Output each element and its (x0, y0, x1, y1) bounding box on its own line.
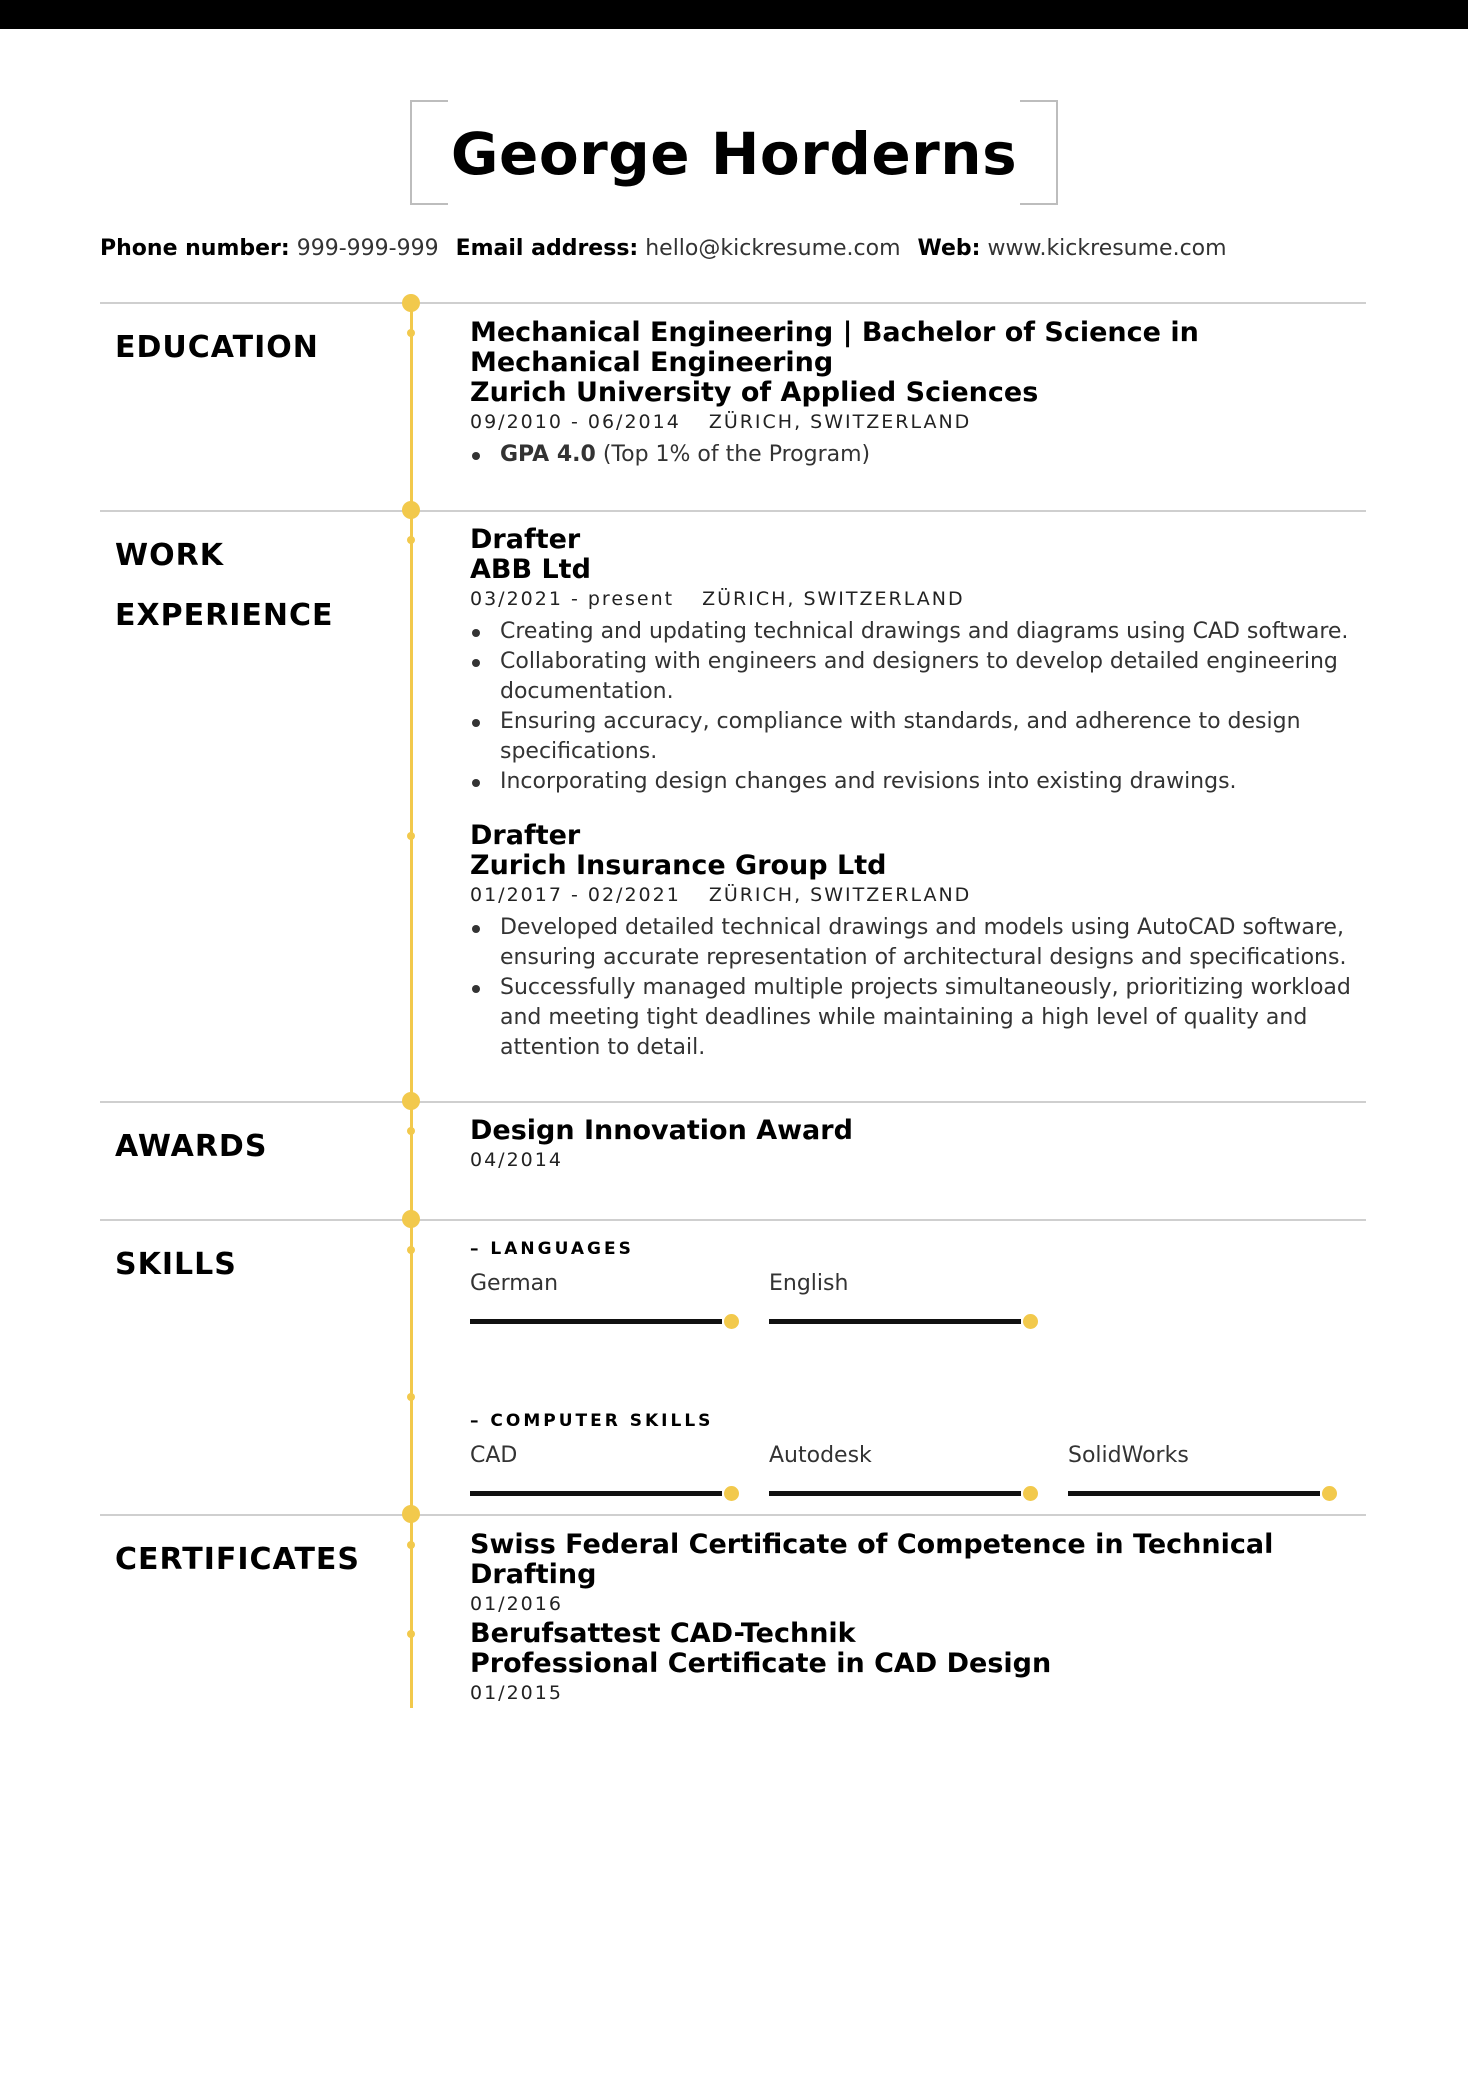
list-item: Collaborating with engineers and designers to develop detailed engineering documentation. (470, 647, 1370, 707)
job-meta (470, 881, 1370, 909)
degree-title: Mechanical Engineering | Bachelor of Science in Mechanical Engineering (470, 317, 1199, 378)
skills-title: SKILLS (115, 1247, 237, 1282)
list-item: Successfully managed multiple projects simultaneously, prioritizing workload and meeting tight deadlines while maintaining a high level of quality and attention to detail. (470, 973, 1370, 1063)
timeline-small-dot (407, 536, 415, 544)
list-item: Creating and updating technical drawings and diagrams using CAD software. (470, 617, 1370, 647)
education-dates: 09/2010 - 06/2014 (470, 411, 681, 433)
skills-block (470, 1237, 1370, 1533)
computer-skills-row (470, 1433, 1370, 1533)
job-role: Drafter (470, 820, 581, 851)
skill-bar (470, 1491, 722, 1496)
timeline-small-dot (407, 832, 415, 840)
list-item: Developed detailed technical drawings and models using AutoCAD software, ensuring accurate representation of architectural designs and specifications. (470, 913, 1370, 973)
work-title-line1: WORK (115, 538, 224, 573)
skill-bar (470, 1319, 722, 1324)
job-dates: 03/2021 - present (470, 588, 675, 610)
education-bullets (470, 440, 1370, 470)
list-item: Ensuring accuracy, compliance with standards, and adherence to design specifications. (470, 707, 1370, 767)
languages-heading: – LANGUAGES (470, 1239, 634, 1259)
job-role: Drafter (470, 524, 581, 555)
skill-german (470, 1269, 740, 1299)
skill-bar (769, 1491, 1021, 1496)
certificate-subtitle: Professional Certificate in CAD Design (470, 1648, 1052, 1679)
timeline-small-dot (407, 1127, 415, 1135)
education-title: EDUCATION (115, 330, 319, 365)
education-divider (100, 302, 1366, 304)
award-name: Design Innovation Award (470, 1115, 853, 1146)
certificate-entry (470, 1619, 1370, 1707)
timeline-small-dot (407, 1630, 415, 1638)
languages-row (470, 1261, 1370, 1361)
skill-label: English (769, 1271, 849, 1296)
job-entry (470, 525, 1370, 797)
certificate-name: Berufsattest CAD-Technik (470, 1618, 856, 1649)
job-dates: 01/2017 - 02/2021 (470, 884, 681, 906)
web-value: www.kickresume.com (987, 236, 1227, 261)
skill-level-knob (1023, 1486, 1038, 1501)
timeline-dot (402, 294, 420, 312)
contact-line (100, 236, 1380, 261)
education-location: ZÜRICH, SWITZERLAND (708, 411, 972, 433)
timeline-dot (402, 1505, 420, 1523)
job-bullets (470, 913, 1370, 1063)
job-location: ZÜRICH, SWITZERLAND (708, 884, 972, 906)
email-label: Email address: (455, 236, 639, 261)
timeline-small-dot (407, 329, 415, 337)
job-company: Zurich Insurance Group Ltd (470, 850, 887, 881)
gpa-note: (Top 1% of the Program) (595, 442, 871, 467)
top-bar (0, 0, 1468, 29)
skill-label: Autodesk (769, 1443, 872, 1468)
school-name: Zurich University of Applied Sciences (470, 377, 1039, 408)
award-entry (470, 1116, 1370, 1174)
job-location: ZÜRICH, SWITZERLAND (702, 588, 965, 610)
certificate-date: 01/2015 (470, 1682, 563, 1704)
email-value: hello@kickresume.com (645, 236, 901, 261)
education-entry (470, 318, 1370, 470)
skill-level-knob (1023, 1314, 1038, 1329)
list-item: Incorporating design changes and revisions into existing drawings. (470, 767, 1370, 797)
skill-label: German (470, 1271, 559, 1296)
timeline-dot (402, 501, 420, 519)
skill-label: SolidWorks (1068, 1443, 1189, 1468)
timeline-dot (402, 1092, 420, 1110)
candidate-name: George Horderns (450, 119, 1018, 188)
certificates-title: CERTIFICATES (115, 1542, 361, 1577)
skill-english (769, 1269, 1039, 1299)
computer-skills-heading: – COMPUTER SKILLS (470, 1411, 714, 1431)
job-meta (470, 585, 1370, 613)
education-meta (470, 408, 1370, 436)
skills-divider (100, 1219, 1366, 1221)
timeline-dot (402, 1210, 420, 1228)
phone-label: Phone number: (100, 236, 290, 261)
certificate-entry (470, 1530, 1370, 1618)
list-item (470, 440, 1370, 470)
certificate-name: Swiss Federal Certificate of Competence in Technical Drafting (470, 1529, 1274, 1590)
skill-label: CAD (470, 1443, 518, 1468)
skill-level-knob (724, 1314, 739, 1329)
skill-level-knob (1322, 1486, 1337, 1501)
skill-solidworks (1068, 1441, 1338, 1471)
skill-bar (769, 1319, 1021, 1324)
name-header (410, 100, 1058, 207)
web-label: Web: (917, 236, 981, 261)
job-entry (470, 821, 1370, 1063)
timeline-small-dot (407, 1541, 415, 1549)
awards-title: AWARDS (115, 1129, 268, 1164)
phone-value: 999-999-999 (296, 236, 439, 261)
certificate-date: 01/2016 (470, 1593, 563, 1615)
timeline-small-dot (407, 1393, 415, 1401)
skill-cad (470, 1441, 740, 1471)
work-divider (100, 510, 1366, 512)
timeline-small-dot (407, 1246, 415, 1254)
skill-bar (1068, 1491, 1320, 1496)
work-title (115, 526, 395, 646)
award-date: 04/2014 (470, 1149, 563, 1171)
skill-level-knob (724, 1486, 739, 1501)
job-company: ABB Ltd (470, 554, 591, 585)
job-bullets (470, 617, 1370, 797)
awards-divider (100, 1101, 1366, 1103)
skill-autodesk (769, 1441, 1039, 1471)
gpa-value: GPA 4.0 (500, 442, 596, 467)
work-title-line2: EXPERIENCE (115, 598, 334, 633)
